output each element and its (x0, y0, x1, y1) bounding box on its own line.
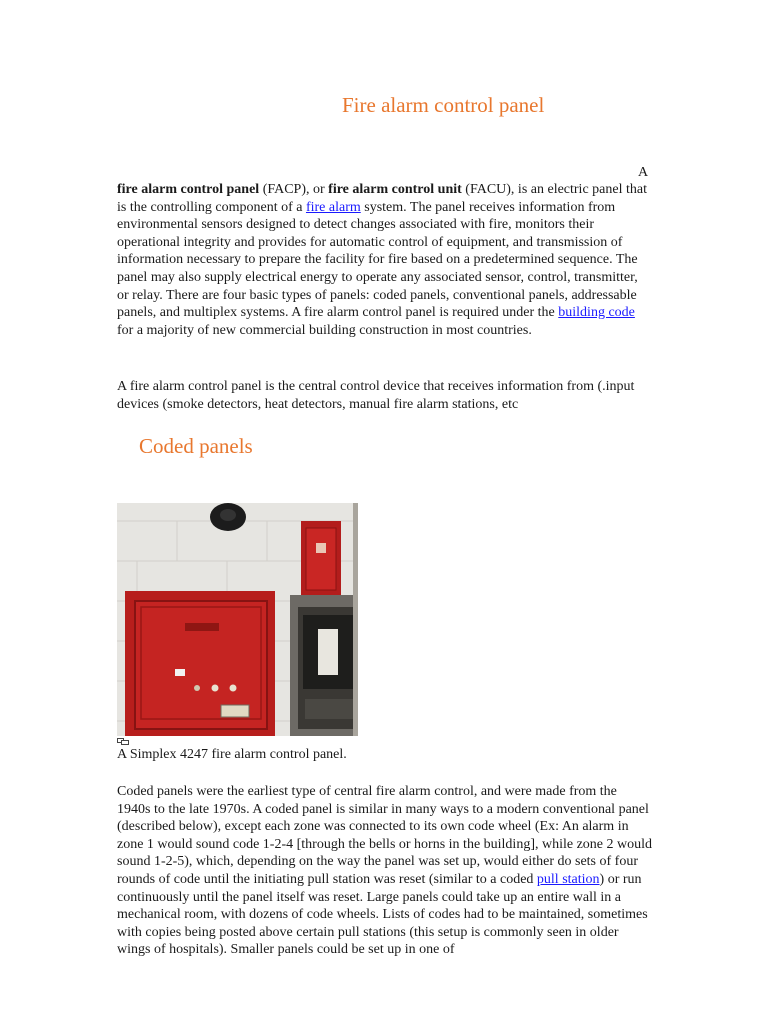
page-title: Fire alarm control panel (342, 93, 545, 117)
image-resize-icon[interactable] (117, 738, 129, 745)
term-facp: fire alarm control panel (117, 182, 260, 197)
stray-letter: A (638, 165, 649, 180)
panel-photo-drawing (117, 503, 358, 736)
intro-paragraph (117, 181, 652, 339)
fire-alarm-panel-photo (117, 503, 358, 736)
intro-text: (FACU), is an electric panel that is the controlling component of a (117, 182, 647, 215)
intro-text: system. The panel receives information from environmental sensors designed to detect changes associated with fire, monitors their operational integrity and provides for automatic control of equipment, and transmission of information necessary to prepare the facility for fire based on a predetermined sequence. The panel may also supply electrical energy to operate any associated sensor, control, transmitter, or relay. There are four basic types of panels: coded panels, conventional panels, addressable panels, and multiplex systems. A fire alarm control panel is required under the (117, 199, 638, 321)
central-control-paragraph: A fire alarm control panel is the central control device that receives information from (.input devices (smoke detectors, heat detectors, manual fire alarm stations, etc (117, 379, 635, 412)
section-heading-coded-panels: Coded panels (139, 434, 253, 458)
coded-panels-paragraph (117, 783, 652, 959)
photo-caption: A Simplex 4247 fire alarm control panel. (117, 747, 347, 762)
coded-text: ) or run continuously until the panel itself was reset. Large panels could take up an entire wall in a mechanical room, with dozens of code wheels. Lists of codes had to be maintained, sometimes with copies being posted above certain pull stations (this setup is commonly seen in older wings of hospitals). Smaller panels could be set up in one of (117, 871, 648, 958)
coded-text: Coded panels were the earliest type of central fire alarm control, and were made from the 1940s to the late 1970s. A coded panel is similar in many ways to a modern conventional panel (described below), except each zone was connected to its own code wheel (Ex: An alarm in zone 1 would sound code 1-2-4 [through the bells or horns in the building], while zone 2 would sound 1-2-5), which, depending on the way the panel was set up, would either do sets of four rounds of code until the initiating pull station was reset (similar to a coded (117, 784, 653, 887)
term-facu: fire alarm control unit (328, 182, 462, 197)
intro-text: for a majority of new commercial building construction in most countries. (117, 322, 532, 338)
link-fire-alarm[interactable]: fire alarm (305, 199, 361, 215)
intro-text: (FACP), or (259, 182, 329, 197)
link-building-code[interactable]: building code (558, 305, 635, 321)
link-pull-station[interactable]: pull station (536, 871, 600, 887)
